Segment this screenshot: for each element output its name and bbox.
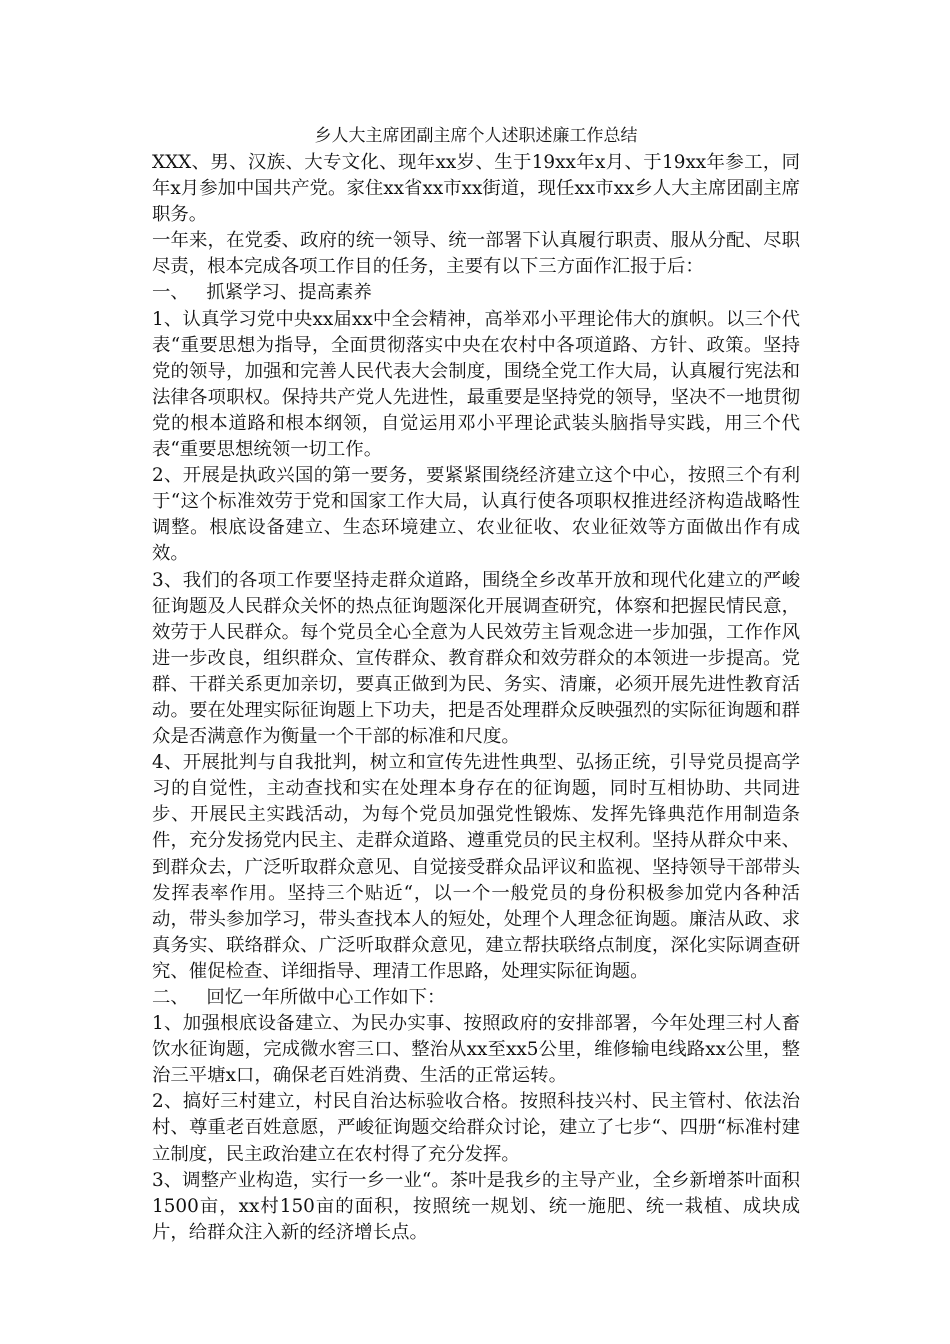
section-heading: 一、 抓紧学习、提高素养: [152, 282, 372, 304]
body-paragraph: 3、我们的各项工作要坚持走群众道路，围绕全乡改革开放和现代化建立的严峻征询题及人民群众关怀的热点征询题深化开展调查研究，体察和把握民情民意，效劳于人民群众。每个党员全心全意为人民效劳主旨观念进一步加强，工作作风进一步改良，组织群众、宣传群众、教育群众和效劳群众的本领进一步提高。党群、干群关系更加亲切，要真正做到为民、务实、清廉，必须开展先进性教育活动。要在处理实际征询题上下功夫，把是否处理群众反映强烈的实际征询题和群众是否满意作为衡量一个干部的标准和尺度。: [152, 569, 800, 748]
body-paragraph: 一年来，在党委、政府的统一领导、统一部署下认真履行职责、服从分配、尽职尽责，根本完成各项工作目的任务，主要有以下三方面作汇报于后：: [152, 230, 800, 278]
body-paragraph: 1、加强根底设备建立、为民办实事、按照政府的安排部署，今年处理三村人畜饮水征询题，完成微水窖三口、整治从xx至xx5公里，维修输电线路xx公里，整治三平塘x口，确保老百姓消费、生活的正常运转。: [152, 1013, 800, 1087]
section-heading: 二、 回忆一年所做中心工作如下：: [152, 987, 446, 1008]
body-paragraph: 2、搞好三村建立，村民自治达标验收合格。按照科技兴村、民主管村、依法治村、尊重老百姓意愿，严峻征询题交给群众讨论，建立了七步“、四册“标准村建立制度，民主政治建立在农村得了充分发挥。: [152, 1091, 800, 1165]
document-page: [152, 124, 800, 1246]
document-title: 乡人大主席团副主席个人述职述廉工作总结: [314, 126, 638, 146]
body-paragraph: XXX、男、汉族、大专文化、现年xx岁、生于19xx年x月、于19xx年参工，同年x月参加中国共产党。家住xx省xx市xx街道，现任xx市xx乡人大主席团副主席职务。: [152, 152, 800, 226]
body-paragraph: 4、开展批判与自我批判，树立和宣传先进性典型、弘扬正统，引导党员提高学习的自觉性，主动查找和实在处理本身存在的征询题，同时互相协助、共同进步、开展民主实践活动，为每个党员加强党性锻炼、发挥先锋典范作用制造条件，充分发扬党内民主、走群众道路、遵重党员的民主权利。坚持从群众中来、到群众去，广泛听取群众意见、自觉接受群众品评议和监视、坚持领导干部带头发挥表率作用。坚持三个贴近“，以一个一般党员的身份积极参加党内各种活动，带头参加学习，带头查找本人的短处，处理个人理念征询题。廉洁从政、求真务实、联络群众、广泛听取群众意见，建立帮扶联络点制度，深化实际调查研究、催促检查、详细指导、理清工作思路，处理实际征询题。: [152, 752, 800, 982]
body-paragraph: 2、开展是执政兴国的第一要务，要紧紧围绕经济建立这个中心，按照三个有利于“这个标准效劳于党和国家工作大局，认真行使各项职权推进经济构造战略性调整。根底设备建立、生态环境建立、农业征收、农业征效等方面做出作有成效。: [152, 465, 800, 565]
body-paragraph: 3、调整产业构造，实行一乡一业“。茶叶是我乡的主导产业，全乡新增茶叶面积1500亩，xx村150亩的面积，按照统一规划、统一施肥、统一栽植、成块成片，给群众注入新的经济增长点。: [152, 1169, 800, 1243]
body-paragraph: 1、认真学习党中央xx届xx中全会精神，高举邓小平理论伟大的旗帜。以三个代表“重要思想为指导，全面贯彻落实中央在农村中各项道路、方针、政策。坚持党的领导，加强和完善人民代表大会制度，围绕全党工作大局，认真履行宪法和法律各项职权。保持共产党人先进性，最重要是坚持党的领导，坚决不一地贯彻党的根本道路和根本纲领，自觉运用邓小平理论武装头脑指导实践，用三个代表“重要思想统领一切工作。: [152, 308, 800, 461]
document-body: [152, 150, 800, 1246]
